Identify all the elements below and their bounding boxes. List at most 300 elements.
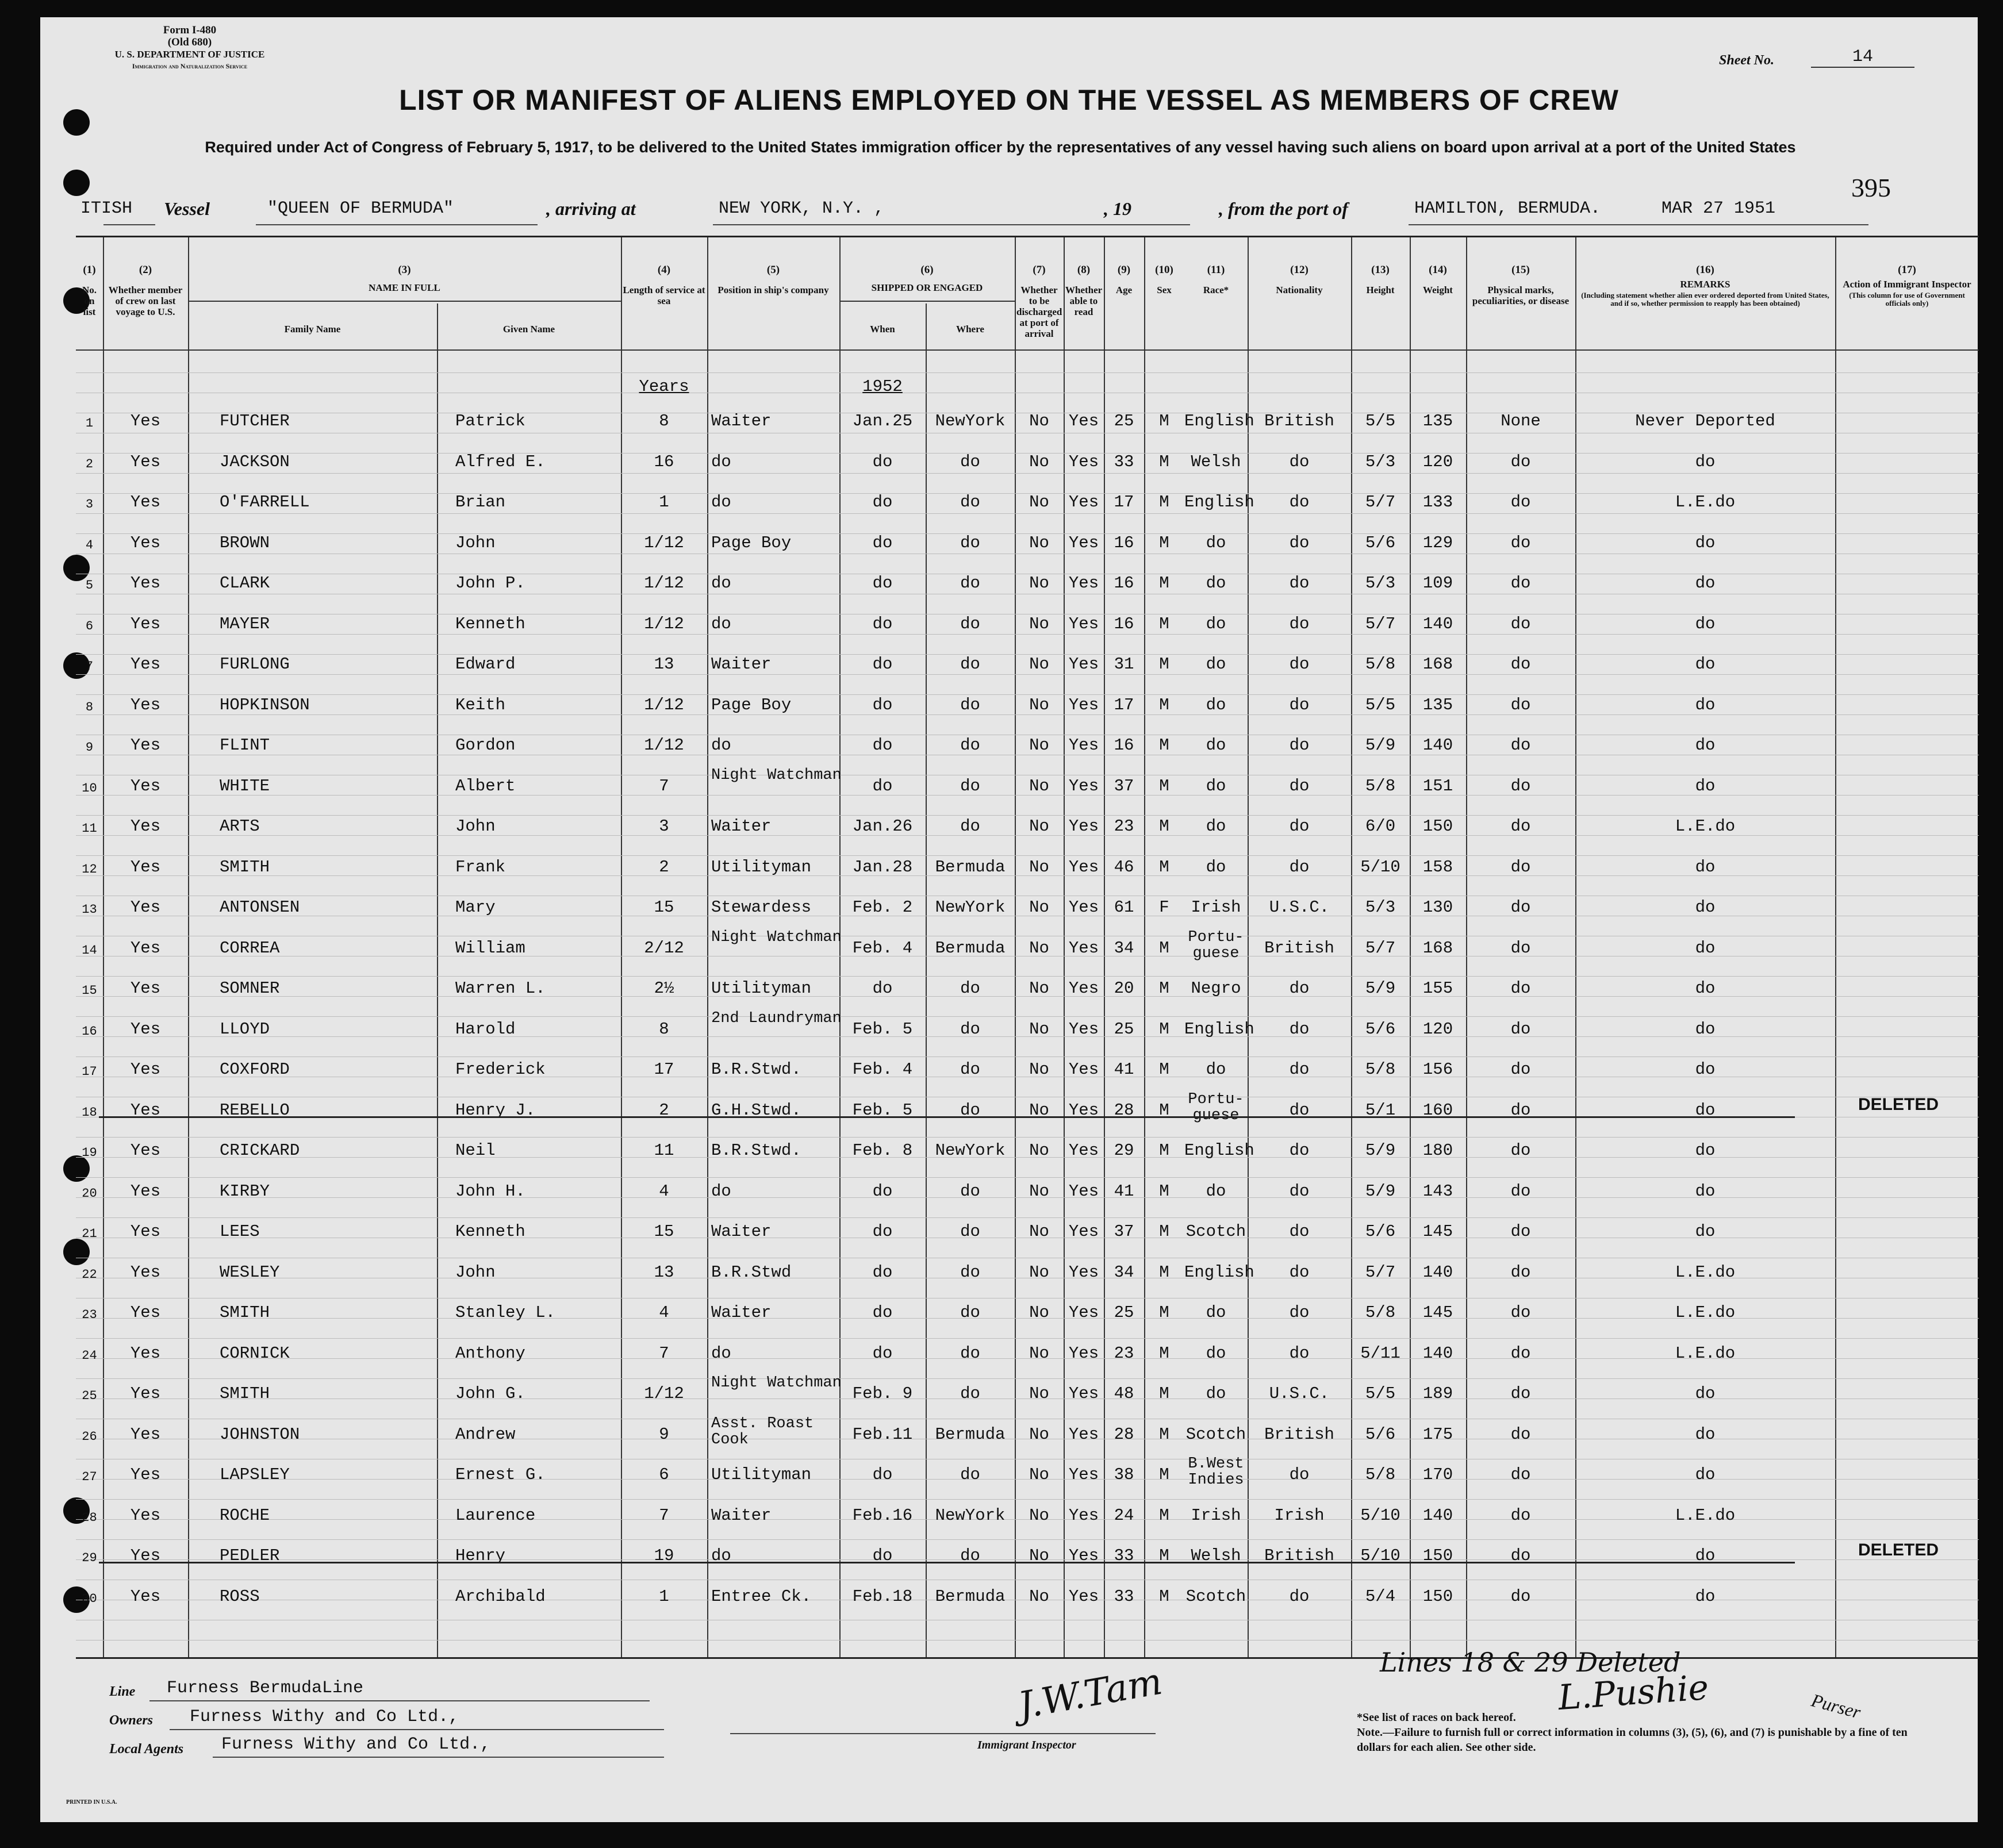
cell-read: Yes xyxy=(1068,1586,1099,1606)
cell-remarks: L.E.do xyxy=(1675,1303,1736,1322)
cell-remarks: do xyxy=(1695,1424,1716,1444)
cell-height: 5/5 xyxy=(1365,695,1396,714)
cell-read: Yes xyxy=(1068,412,1099,431)
cell-when: do xyxy=(872,1546,893,1565)
cell-last-voyage: Yes xyxy=(130,898,161,917)
cell-age: 16 xyxy=(1114,533,1134,552)
cell-given: Edward xyxy=(455,655,516,674)
cell-last-voyage: Yes xyxy=(130,493,161,512)
cell-marks: do xyxy=(1510,655,1531,674)
cell-when: do xyxy=(872,1262,893,1282)
cell-nationality: do xyxy=(1289,655,1310,674)
cell-position: 2nd Laundryman xyxy=(711,1009,842,1027)
cell-when: do xyxy=(872,614,893,633)
cell-when: Feb.11 xyxy=(852,1424,913,1444)
cell-read: Yes xyxy=(1068,1262,1099,1282)
cell-weight: 158 xyxy=(1422,857,1453,877)
cell-last-voyage: Yes xyxy=(130,857,161,877)
vessel-name: "QUEEN OF BERMUDA" xyxy=(267,199,454,218)
cell-sex: M xyxy=(1159,412,1169,431)
cell-where: do xyxy=(960,1262,980,1282)
column-header: Sex xyxy=(1157,285,1172,295)
cell-remarks: do xyxy=(1695,938,1716,958)
cell-race: Welsh xyxy=(1191,452,1241,471)
table-row xyxy=(76,847,1979,887)
cell-read: Yes xyxy=(1068,1303,1099,1322)
cell-service: 2 xyxy=(659,1100,669,1120)
service: Immigration and Naturalization Service xyxy=(132,62,248,70)
cell-weight: 135 xyxy=(1422,695,1453,714)
cell-no: 13 xyxy=(82,902,97,917)
table-row xyxy=(76,604,1979,644)
cell-when: Jan.26 xyxy=(852,817,913,836)
cell-discharge: No xyxy=(1029,1262,1049,1282)
cell-race: Portu- guese xyxy=(1188,928,1244,962)
cell-where: do xyxy=(960,452,980,471)
cell-service: 4 xyxy=(659,1303,669,1322)
cell-position: B.R.Stwd. xyxy=(711,1060,801,1079)
cell-sex: M xyxy=(1159,979,1169,998)
subheading: Years xyxy=(639,377,689,396)
cell-discharge: No xyxy=(1029,898,1049,917)
cell-remarks: do xyxy=(1695,1546,1716,1565)
cell-marks: do xyxy=(1510,1424,1531,1444)
cell-when: Feb. 5 xyxy=(852,1100,913,1120)
cell-when: do xyxy=(872,776,893,796)
inspector-label: Immigrant Inspector xyxy=(977,1739,1076,1751)
cell-no: 22 xyxy=(82,1267,97,1282)
line-value: Furness BermudaLine xyxy=(167,1678,364,1698)
column-header: Whether to be discharged at port of arrival xyxy=(1016,285,1062,339)
cell-nationality: Irish xyxy=(1274,1505,1325,1525)
cell-position: Waiter xyxy=(711,655,772,674)
cell-marks: do xyxy=(1510,1141,1531,1160)
cell-given: Mary xyxy=(455,898,496,917)
cell-sex: M xyxy=(1159,1505,1169,1525)
subheader-rule xyxy=(839,301,1015,302)
cell-family: ARTS xyxy=(220,817,260,836)
cell-race: do xyxy=(1206,614,1226,633)
owners-label: Owners xyxy=(109,1713,154,1728)
cell-discharge: No xyxy=(1029,1505,1049,1525)
line-label: Line xyxy=(109,1684,136,1699)
cell-family: SMITH xyxy=(220,1303,270,1322)
cell-remarks: L.E.do xyxy=(1675,1262,1736,1282)
cell-family: SMITH xyxy=(220,857,270,877)
cell-race: English xyxy=(1184,412,1254,431)
cell-given: John G. xyxy=(455,1384,525,1403)
cell-age: 16 xyxy=(1114,574,1134,593)
cell-race: do xyxy=(1206,736,1226,755)
from-port: HAMILTON, BERMUDA. xyxy=(1414,199,1601,218)
cell-when: Feb. 8 xyxy=(852,1141,913,1160)
cell-where: do xyxy=(960,1222,980,1241)
cell-race: do xyxy=(1206,776,1226,796)
cell-discharge: No xyxy=(1029,1384,1049,1403)
table-row xyxy=(76,1415,1979,1455)
cell-service: 11 xyxy=(654,1141,674,1160)
cell-last-voyage: Yes xyxy=(130,574,161,593)
vessel-flag: ITISH xyxy=(80,199,133,218)
cell-age: 34 xyxy=(1114,938,1134,958)
column-number: (1) xyxy=(83,264,96,276)
cell-service: 1/12 xyxy=(644,533,684,552)
form-old-number: (Old 680) xyxy=(167,36,212,48)
cell-race: Portu- guese xyxy=(1188,1090,1244,1124)
cell-marks: do xyxy=(1510,898,1531,917)
cell-read: Yes xyxy=(1068,938,1099,958)
cell-last-voyage: Yes xyxy=(130,1505,161,1525)
underline xyxy=(256,224,538,225)
cell-where: Bermuda xyxy=(935,1586,1006,1606)
table-row xyxy=(76,1496,1979,1536)
cell-last-voyage: Yes xyxy=(130,1100,161,1120)
cell-position: do xyxy=(711,574,731,593)
cell-height: 5/5 xyxy=(1365,1384,1396,1403)
cell-height: 5/3 xyxy=(1365,898,1396,917)
cell-age: 16 xyxy=(1114,614,1134,633)
cell-height: 5/9 xyxy=(1365,1141,1396,1160)
owners-value: Furness Withy and Co Ltd., xyxy=(190,1707,459,1727)
cell-discharge: No xyxy=(1029,1343,1049,1363)
cell-given: Neil xyxy=(455,1141,496,1160)
inspector-signature: J.W.Tam xyxy=(1015,1660,1166,1728)
cell-service: 8 xyxy=(659,1019,669,1039)
cell-remarks: do xyxy=(1695,1100,1716,1120)
table-row xyxy=(76,1212,1979,1252)
cell-remarks: do xyxy=(1695,898,1716,917)
cell-remarks: do xyxy=(1695,614,1716,633)
cell-discharge: No xyxy=(1029,1181,1049,1201)
cell-remarks: do xyxy=(1695,533,1716,552)
cell-family: FLINT xyxy=(220,736,270,755)
races-note: *See list of races on back hereof. xyxy=(1357,1711,1516,1724)
cell-given: John xyxy=(455,817,496,836)
cell-weight: 155 xyxy=(1422,979,1453,998)
column-header: Action of Immigrant Inspector xyxy=(1843,279,1971,290)
cell-sex: M xyxy=(1159,776,1169,796)
cell-position: Utilityman xyxy=(711,1465,812,1484)
table-row xyxy=(76,928,1979,969)
cell-height: 5/4 xyxy=(1365,1586,1396,1606)
cell-last-voyage: Yes xyxy=(130,736,161,755)
table-row xyxy=(76,1171,1979,1212)
cell-height: 5/7 xyxy=(1365,1262,1396,1282)
cell-no: 5 xyxy=(85,578,94,593)
cell-position: do xyxy=(711,1181,731,1201)
cell-read: Yes xyxy=(1068,533,1099,552)
cell-sex: M xyxy=(1159,1424,1169,1444)
cell-when: do xyxy=(872,1222,893,1241)
arrival-date-stamp: MAR 27 1951 xyxy=(1662,199,1776,218)
cell-position: do xyxy=(711,736,731,755)
cell-service: 13 xyxy=(654,1262,674,1282)
cell-marks: do xyxy=(1510,493,1531,512)
cell-marks: do xyxy=(1510,1262,1531,1282)
cell-height: 5/3 xyxy=(1365,452,1396,471)
column-header: Age xyxy=(1115,285,1133,295)
cell-family: KIRBY xyxy=(220,1181,270,1201)
cell-service: 1/12 xyxy=(644,574,684,593)
cell-race: do xyxy=(1206,574,1226,593)
cell-age: 37 xyxy=(1114,776,1134,796)
cell-when: do xyxy=(872,979,893,998)
cell-remarks: do xyxy=(1695,1384,1716,1403)
cell-no: 30 xyxy=(82,1591,97,1606)
cell-discharge: No xyxy=(1029,1060,1049,1079)
cell-sex: M xyxy=(1159,1343,1169,1363)
cell-when: do xyxy=(872,574,893,593)
table-row xyxy=(76,1253,1979,1293)
cell-discharge: No xyxy=(1029,1424,1049,1444)
cell-last-voyage: Yes xyxy=(130,979,161,998)
cell-last-voyage: Yes xyxy=(130,1141,161,1160)
cell-given: Frederick xyxy=(455,1060,546,1079)
cell-position: Entree Ck. xyxy=(711,1586,812,1606)
cell-remarks: do xyxy=(1695,1141,1716,1160)
cell-when: do xyxy=(872,736,893,755)
cell-race: do xyxy=(1206,1060,1226,1079)
cell-marks: do xyxy=(1510,452,1531,471)
cell-discharge: No xyxy=(1029,533,1049,552)
cell-where: do xyxy=(960,614,980,633)
cell-sex: M xyxy=(1159,1060,1169,1079)
table-row xyxy=(76,401,1979,441)
cell-no: 28 xyxy=(82,1510,97,1525)
cell-race: do xyxy=(1206,1181,1226,1201)
cell-service: 15 xyxy=(654,898,674,917)
cell-no: 4 xyxy=(85,537,94,552)
cell-when: Jan.28 xyxy=(852,857,913,877)
cell-weight: 140 xyxy=(1422,614,1453,633)
cell-service: 13 xyxy=(654,655,674,674)
cell-sex: M xyxy=(1159,1586,1169,1606)
cell-position: Night Watchman xyxy=(711,766,842,784)
cell-nationality: do xyxy=(1289,1019,1310,1039)
cell-service: 1/12 xyxy=(644,695,684,714)
cell-weight: 168 xyxy=(1422,938,1453,958)
cell-service: 1 xyxy=(659,1586,669,1606)
cell-given: Kenneth xyxy=(455,614,525,633)
cell-discharge: No xyxy=(1029,736,1049,755)
purser-label: Purser xyxy=(1809,1689,1863,1723)
cell-no: 8 xyxy=(85,700,94,714)
cell-family: O'FARRELL xyxy=(220,493,310,512)
cell-given: Warren L. xyxy=(455,979,546,998)
column-header: Physical marks, peculiarities, or disease xyxy=(1472,285,1570,306)
cell-discharge: No xyxy=(1029,1303,1049,1322)
cell-race: B.West Indies xyxy=(1188,1455,1244,1489)
cell-marks: None xyxy=(1501,412,1541,431)
cell-last-voyage: Yes xyxy=(130,1181,161,1201)
cell-nationality: do xyxy=(1289,776,1310,796)
column-subheader: When xyxy=(870,324,895,335)
cell-no: 24 xyxy=(82,1348,97,1363)
cell-discharge: No xyxy=(1029,1586,1049,1606)
cell-service: 3 xyxy=(659,817,669,836)
punch-hole xyxy=(63,170,90,196)
cell-remarks: Never Deported xyxy=(1635,412,1775,431)
cell-age: 25 xyxy=(1114,412,1134,431)
cell-service: 7 xyxy=(659,776,669,796)
cell-race: Negro xyxy=(1191,979,1241,998)
cell-height: 5/8 xyxy=(1365,655,1396,674)
cell-when: do xyxy=(872,533,893,552)
cell-race: English xyxy=(1184,1019,1254,1039)
cell-nationality: U.S.C. xyxy=(1269,898,1330,917)
handwritten-note: Lines 18 & 29 Deleted xyxy=(1380,1647,1681,1678)
cell-age: 20 xyxy=(1114,979,1134,998)
column-number: (15) xyxy=(1511,264,1530,276)
cell-family: MAYER xyxy=(220,614,270,633)
cell-family: JOHNSTON xyxy=(220,1424,300,1444)
cell-weight: 140 xyxy=(1422,1505,1453,1525)
cell-last-voyage: Yes xyxy=(130,614,161,633)
cell-where: do xyxy=(960,736,980,755)
cell-last-voyage: Yes xyxy=(130,1222,161,1241)
column-number: (12) xyxy=(1290,264,1309,276)
cell-no: 26 xyxy=(82,1429,97,1444)
cell-read: Yes xyxy=(1068,574,1099,593)
column-number: (16) xyxy=(1696,264,1714,276)
column-number: (11) xyxy=(1207,264,1225,276)
cell-when: Feb. 4 xyxy=(852,938,913,958)
cell-race: Irish xyxy=(1191,898,1241,917)
cell-height: 5/11 xyxy=(1360,1343,1400,1363)
cell-position: do xyxy=(711,1546,731,1565)
cell-race: Scotch xyxy=(1185,1222,1246,1241)
cell-position: Waiter xyxy=(711,1505,772,1525)
cell-weight: 145 xyxy=(1422,1303,1453,1322)
cell-nationality: do xyxy=(1289,493,1310,512)
cell-marks: do xyxy=(1510,574,1531,593)
cell-weight: 151 xyxy=(1422,776,1453,796)
cell-remarks: L.E.do xyxy=(1675,1505,1736,1525)
column-subheader: Family Name xyxy=(284,324,341,335)
cell-age: 34 xyxy=(1114,1262,1134,1282)
arriving-label: , arriving at xyxy=(546,198,636,219)
cell-age: 28 xyxy=(1114,1424,1134,1444)
cell-sex: M xyxy=(1159,1262,1169,1282)
cell-read: Yes xyxy=(1068,1019,1099,1039)
column-number: (2) xyxy=(139,264,152,276)
cell-service: 1/12 xyxy=(644,736,684,755)
cell-remarks: do xyxy=(1695,1060,1716,1079)
cell-age: 16 xyxy=(1114,736,1134,755)
cell-discharge: No xyxy=(1029,1222,1049,1241)
cell-last-voyage: Yes xyxy=(130,938,161,958)
cell-service: 7 xyxy=(659,1343,669,1363)
cell-discharge: No xyxy=(1029,857,1049,877)
column-header: Height xyxy=(1366,285,1395,295)
cell-last-voyage: Yes xyxy=(130,1465,161,1484)
cell-nationality: do xyxy=(1289,979,1310,998)
cell-remarks: do xyxy=(1695,574,1716,593)
cell-family: CORREA xyxy=(220,938,280,958)
underline xyxy=(103,224,155,225)
cell-sex: M xyxy=(1159,938,1169,958)
cell-marks: do xyxy=(1510,1222,1531,1241)
underline xyxy=(149,1700,650,1701)
cell-position: Night Watchman xyxy=(711,928,842,946)
cell-read: Yes xyxy=(1068,695,1099,714)
cell-given: Albert xyxy=(455,776,516,796)
cell-no: 6 xyxy=(85,618,94,633)
sheet-number-label: Sheet No. xyxy=(1719,53,1774,68)
cell-family: COXFORD xyxy=(220,1060,290,1079)
cell-age: 17 xyxy=(1114,493,1134,512)
cell-sex: M xyxy=(1159,452,1169,471)
cell-no: 27 xyxy=(82,1470,97,1484)
cell-race: Scotch xyxy=(1185,1424,1246,1444)
cell-height: 5/8 xyxy=(1365,776,1396,796)
cell-given: Stanley L. xyxy=(455,1303,556,1322)
cell-given: John H. xyxy=(455,1181,525,1201)
cell-read: Yes xyxy=(1068,1505,1099,1525)
cell-where: do xyxy=(960,1019,980,1039)
table-row xyxy=(76,1050,1979,1090)
cell-given: John xyxy=(455,1262,496,1282)
cell-position: Night Watchman xyxy=(711,1374,842,1392)
cell-last-voyage: Yes xyxy=(130,817,161,836)
cell-family: SOMNER xyxy=(220,979,280,998)
cell-nationality: do xyxy=(1289,533,1310,552)
cell-marks: do xyxy=(1510,1465,1531,1484)
cell-marks: do xyxy=(1510,736,1531,755)
form-identifier xyxy=(63,24,316,72)
cell-read: Yes xyxy=(1068,1465,1099,1484)
cell-service: 16 xyxy=(654,452,674,471)
cell-discharge: No xyxy=(1029,695,1049,714)
cell-no: 15 xyxy=(82,983,97,998)
column-subheader: Where xyxy=(956,324,984,335)
cell-where: NewYork xyxy=(935,898,1006,917)
cell-when: do xyxy=(872,493,893,512)
underline xyxy=(170,1729,664,1730)
cell-nationality: do xyxy=(1289,1100,1310,1120)
cell-where: do xyxy=(960,817,980,836)
cell-read: Yes xyxy=(1068,1100,1099,1120)
cell-nationality: U.S.C. xyxy=(1269,1384,1330,1403)
table-row xyxy=(76,563,1979,604)
cell-no: 20 xyxy=(82,1186,97,1201)
ledger-rule xyxy=(76,372,1979,373)
cell-height: 5/6 xyxy=(1365,1019,1396,1039)
cell-height: 5/10 xyxy=(1360,857,1400,877)
cell-read: Yes xyxy=(1068,1060,1099,1079)
subheading: 1952 xyxy=(862,377,903,396)
column-number: (8) xyxy=(1077,264,1091,276)
cell-given: Henry xyxy=(455,1546,506,1565)
cell-no: 19 xyxy=(82,1146,97,1160)
cell-nationality: do xyxy=(1289,452,1310,471)
table-row xyxy=(76,482,1979,522)
cell-age: 33 xyxy=(1114,1586,1134,1606)
column-header: Whether able to read xyxy=(1065,285,1103,317)
column-number: (5) xyxy=(766,264,780,276)
header-rule xyxy=(76,349,1979,351)
cell-race: Irish xyxy=(1191,1505,1241,1525)
cell-sex: M xyxy=(1159,574,1169,593)
cell-discharge: No xyxy=(1029,1100,1049,1120)
cell-family: LEES xyxy=(220,1222,260,1241)
cell-family: BROWN xyxy=(220,533,270,552)
cell-discharge: No xyxy=(1029,1141,1049,1160)
cell-service: 2½ xyxy=(654,979,674,998)
cell-where: do xyxy=(960,776,980,796)
cell-marks: do xyxy=(1510,979,1531,998)
cell-age: 23 xyxy=(1114,817,1134,836)
